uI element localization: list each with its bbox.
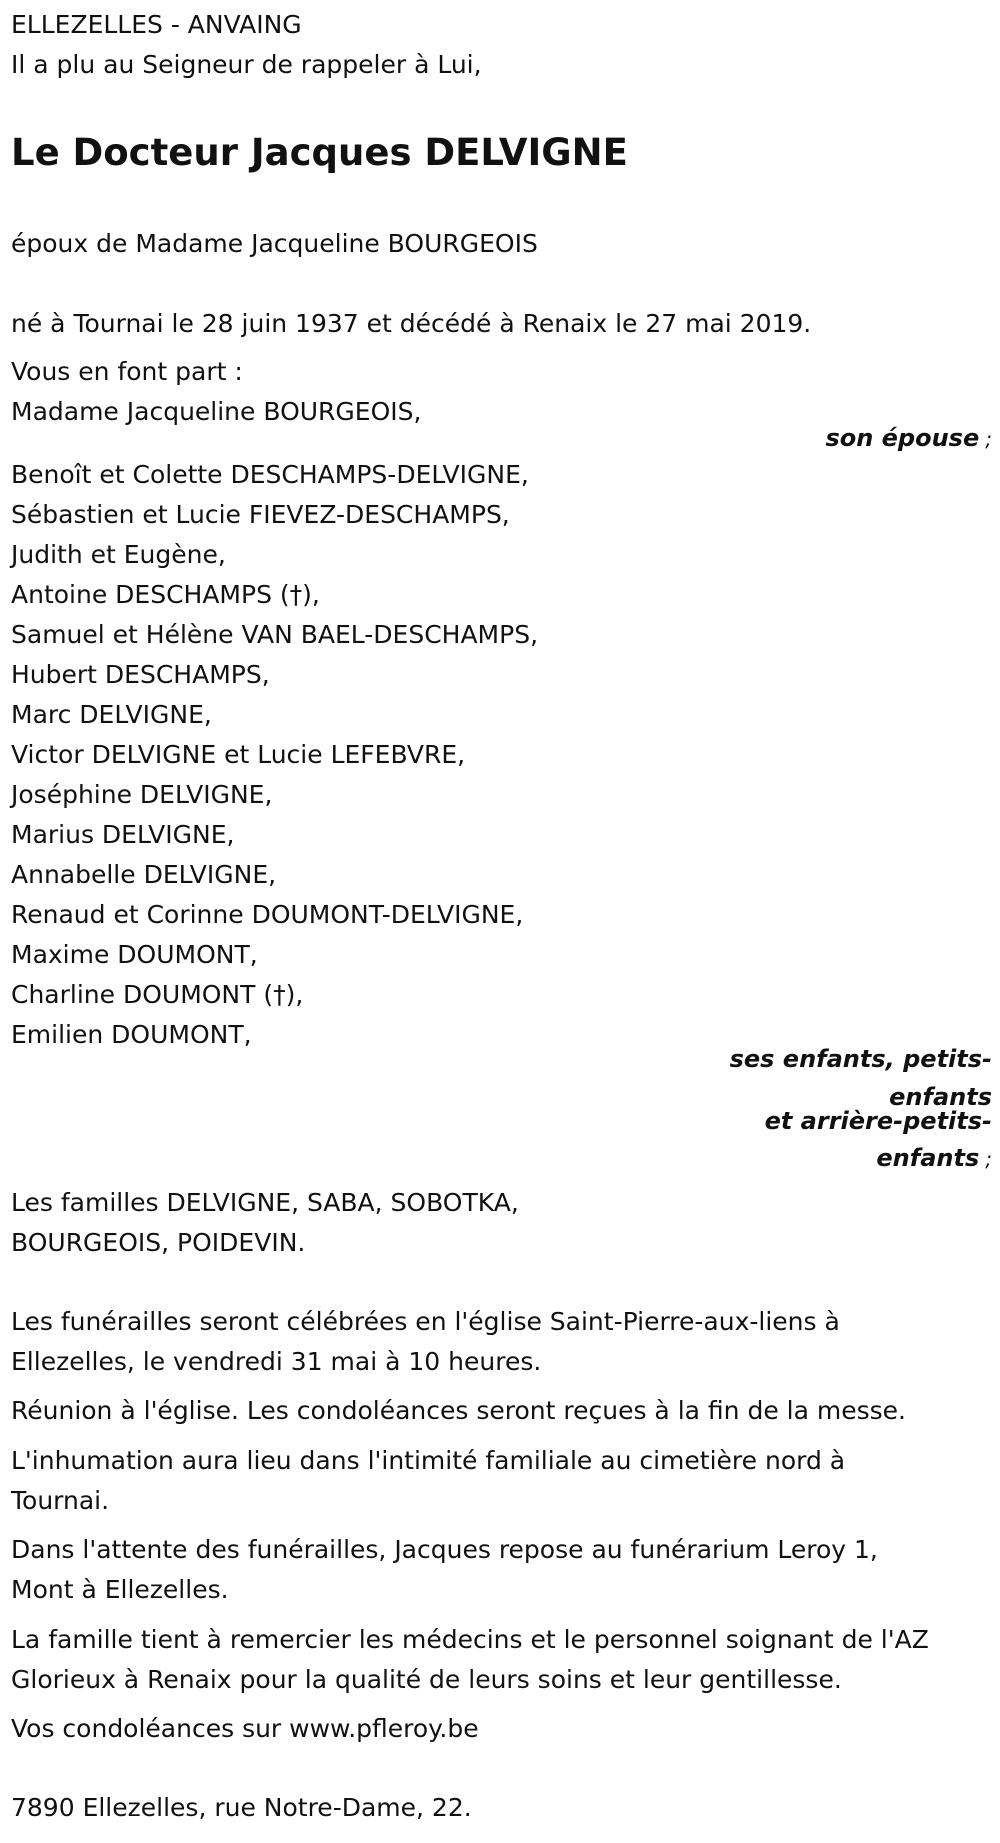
- list-item: Antoine DESCHAMPS (†),: [11, 580, 320, 609]
- children-role-line-3: et arrière-petits-: [764, 1107, 992, 1135]
- list-item: Judith et Eugène,: [11, 540, 226, 569]
- location-heading: ELLEZELLES - ANVAING: [11, 10, 302, 39]
- list-item: Joséphine DELVIGNE,: [11, 780, 273, 809]
- thanks-line-2: Glorieux à Renaix pour la qualité de leurs soins et leur gentillesse.: [11, 1665, 842, 1694]
- children-role-line-1: ses enfants, petits-: [729, 1045, 992, 1073]
- thanks-line-1: La famille tient à remercier les médecins et le personnel soignant de l'AZ: [11, 1625, 929, 1654]
- list-item: Charline DOUMONT (†),: [11, 980, 304, 1009]
- role-separator: ;: [985, 427, 992, 451]
- families-line-1: Les familles DELVIGNE, SABA, SOBOTKA,: [11, 1188, 519, 1217]
- list-item: Emilien DOUMONT,: [11, 1020, 252, 1049]
- list-item: Maxime DOUMONT,: [11, 940, 258, 969]
- list-item: Hubert DESCHAMPS,: [11, 660, 270, 689]
- announcers-intro: Vous en font part :: [11, 357, 243, 386]
- spouse-role: [825, 423, 992, 454]
- children-role-line-4: [876, 1143, 992, 1174]
- children-role-line-2: enfants: [889, 1083, 992, 1111]
- deceased-name: Le Docteur Jacques DELVIGNE: [11, 131, 628, 174]
- role-separator: ;: [985, 1147, 992, 1171]
- list-item: Annabelle DELVIGNE,: [11, 860, 277, 889]
- announcer-spouse: Madame Jacqueline BOURGEOIS,: [11, 397, 422, 426]
- spouse-role-text: son épouse: [825, 424, 980, 452]
- list-item: Samuel et Hélène VAN BAEL-DESCHAMPS,: [11, 620, 539, 649]
- list-item: Marc DELVIGNE,: [11, 700, 212, 729]
- rest-line-1: Dans l'attente des funérailles, Jacques repose au funérarium Leroy 1,: [11, 1535, 878, 1564]
- list-item: Marius DELVIGNE,: [11, 820, 235, 849]
- birth-death-line: né à Tournai le 28 juin 1937 et décédé à Renaix le 27 mai 2019.: [11, 309, 812, 338]
- list-item: Benoît et Colette DESCHAMPS-DELVIGNE,: [11, 460, 529, 489]
- families-line-2: BOURGEOIS, POIDEVIN.: [11, 1228, 306, 1257]
- condolences-text: Vos condoléances sur www.pfleroy.be: [11, 1714, 479, 1743]
- address-text: 7890 Ellezelles, rue Notre-Dame, 22.: [11, 1793, 472, 1822]
- spouse-line: époux de Madame Jacqueline BOURGEOIS: [11, 229, 538, 258]
- funeral-ceremony-line-1: Les funérailles seront célébrées en l'église Saint-Pierre-aux-liens à: [11, 1307, 840, 1336]
- burial-line-2: Tournai.: [11, 1486, 110, 1515]
- list-item: Sébastien et Lucie FIEVEZ-DESCHAMPS,: [11, 500, 510, 529]
- meeting-text: Réunion à l'église. Les condoléances seront reçues à la fin de la messe.: [11, 1396, 906, 1425]
- burial-line-1: L'inhumation aura lieu dans l'intimité familiale au cimetière nord à: [11, 1446, 846, 1475]
- funeral-ceremony-line-2: Ellezelles, le vendredi 31 mai à 10 heures.: [11, 1347, 542, 1376]
- intro-text: Il a plu au Seigneur de rappeler à Lui,: [11, 50, 482, 79]
- list-item: Victor DELVIGNE et Lucie LEFEBVRE,: [11, 740, 466, 769]
- children-role-text: enfants: [876, 1144, 980, 1172]
- rest-line-2: Mont à Ellezelles.: [11, 1575, 229, 1604]
- list-item: Renaud et Corinne DOUMONT-DELVIGNE,: [11, 900, 524, 929]
